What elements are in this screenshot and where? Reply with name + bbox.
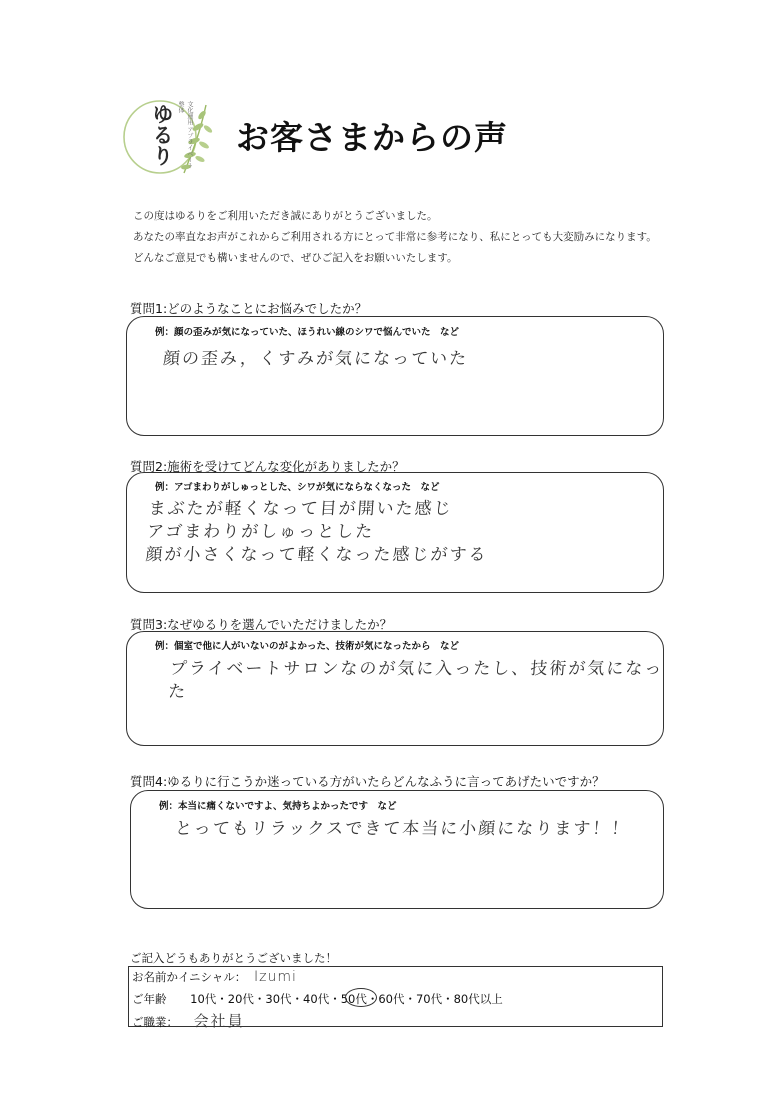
age-label: ご年齢 [132, 992, 167, 1006]
question-3-answer [167, 658, 664, 704]
occupation-label: ご職業： [132, 1015, 178, 1029]
question-4-answer-box [130, 790, 664, 909]
age-50s-circle-mark [345, 988, 377, 1007]
name-value: Izumi [253, 969, 297, 985]
answer-line: とってもリラックスできて本当に小顔になります！！ [174, 819, 631, 839]
question-2-label: 質問2:施術を受けてどんな変化がありましたか？ [130, 459, 405, 474]
intro-line: この度はゆるりをご利用いただき誠にありがとうございました。 [133, 210, 438, 222]
respondent-info-box [128, 966, 663, 1030]
question-1-label: 質問1:どのようなことにお悩みでしたか？ [130, 301, 368, 316]
question-3-answer-box [126, 631, 664, 746]
logo-brand: ゆるり [150, 103, 174, 166]
question-1-answer [162, 348, 469, 371]
logo-tagline: 文化運用 アプライベート整体 [177, 101, 193, 169]
question-1-example: 例：顔の歪みが気になっていた、ほうれい線のシワで悩んでいた など [155, 327, 460, 338]
question-1-answer-box [126, 316, 664, 436]
intro-line: どんなご意見でも構いませんので、ぜひご記入をお願いいたします。 [133, 252, 458, 264]
answer-line: プライベートサロンなのが気に入ったし、技術が気になった [167, 659, 665, 702]
question-4-label: 質問4:ゆるりに行こうか迷っている方がいたらどんなふうに言ってあげたいですか？ [130, 774, 605, 789]
occupation-value: 会社員 [193, 1012, 245, 1030]
occupation-row [132, 1010, 245, 1031]
age-row [132, 991, 503, 1007]
answer-line: 顔の歪み，くすみが気になっていた [162, 349, 469, 369]
question-3-example: 例：個室で他に人がいないのがよかった、技術が気になったから など [155, 641, 460, 652]
answer-line: 顔が小さくなって軽くなった感じがする [144, 545, 489, 565]
answer-line: アゴまわりがしゅっとした [146, 522, 375, 542]
question-4-answer [174, 818, 631, 841]
age-options: 10代・20代・30代・40代・50代・60代・70代・80代以上 [190, 992, 503, 1006]
name-row [132, 969, 297, 985]
intro-text [133, 206, 657, 269]
question-2-answer [145, 498, 492, 567]
answer-line: まぶたが軽くなって目が開いた感じ [147, 499, 454, 519]
question-2-answer-box [126, 472, 664, 593]
page-title: お客さまからの声 [236, 118, 508, 157]
logo [122, 93, 222, 181]
question-3-label: 質問3:なぜゆるりを選んでいただけましたか？ [130, 617, 393, 632]
thanks-message: ご記入どうもありがとうございました！ [130, 951, 337, 965]
question-4-example: 例：本当に痛くないですよ、気持ちよかったです など [159, 801, 397, 812]
question-2-example: 例：アゴまわりがしゅっとした、シワが気にならなくなった など [155, 482, 440, 493]
name-label: お名前かイニシャル： [132, 970, 247, 984]
intro-line: あなたの率直なお声がこれからご利用される方にとって非常に参考になり、私にとっても大変励みになります。 [133, 231, 657, 243]
